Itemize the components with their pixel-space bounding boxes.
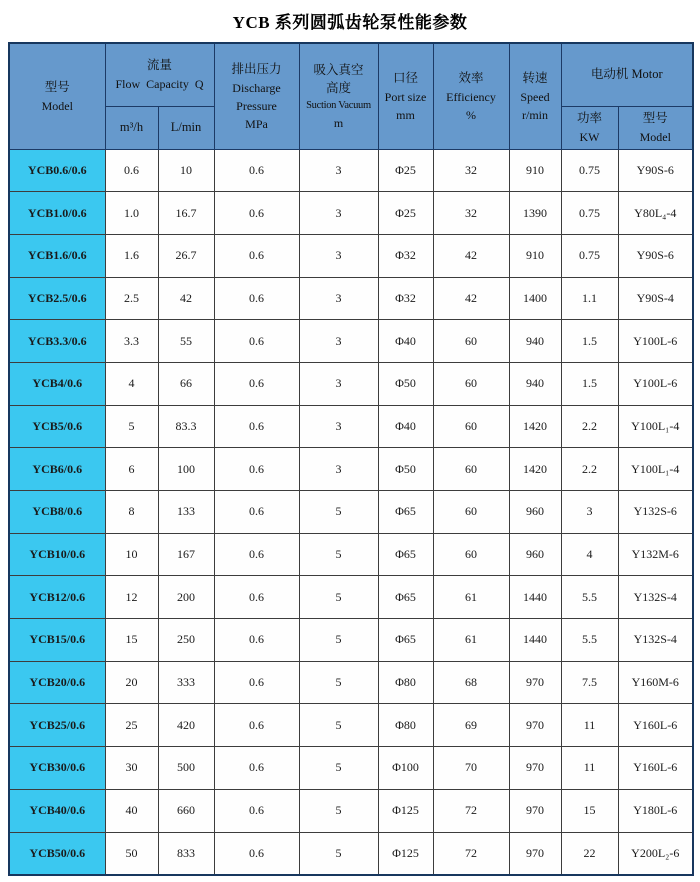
- table-row: [9, 533, 693, 576]
- suction-vacuum-cell: 5: [299, 576, 378, 619]
- motor-power-cell: 2.2: [561, 448, 618, 491]
- flow-lmin-cell: 167: [158, 533, 214, 576]
- discharge-pressure-cell: 0.6: [214, 491, 299, 534]
- motor-power-cell: 5.5: [561, 619, 618, 662]
- flow-lmin-cell: 10: [158, 149, 214, 192]
- efficiency-cell: 68: [433, 661, 509, 704]
- efficiency-cell: 32: [433, 192, 509, 235]
- flow-m3h-cell: 25: [105, 704, 158, 747]
- port-size-cell: Φ80: [378, 661, 433, 704]
- pump-model-cell: YCB4/0.6: [9, 362, 105, 405]
- discharge-pressure-cell: 0.6: [214, 704, 299, 747]
- table-row: [9, 405, 693, 448]
- table-row: [9, 149, 693, 192]
- flow-lmin-cell: 333: [158, 661, 214, 704]
- motor-model-cell: Y90S-6: [618, 234, 693, 277]
- efficiency-cell: 32: [433, 149, 509, 192]
- col-header-discharge-zh: 排出压力: [231, 61, 282, 76]
- col-header-flow-m3h: [105, 106, 158, 149]
- suction-vacuum-cell: 3: [299, 149, 378, 192]
- efficiency-cell: 72: [433, 789, 509, 832]
- discharge-pressure-cell: 0.6: [214, 661, 299, 704]
- speed-cell: 940: [509, 362, 561, 405]
- table-row: [9, 448, 693, 491]
- col-header-suction-en: Suction Vacuum: [306, 100, 371, 112]
- col-header-discharge-en2: Pressure: [236, 98, 277, 113]
- port-size-cell: Φ25: [378, 192, 433, 235]
- pump-model-cell: YCB12/0.6: [9, 576, 105, 619]
- port-size-cell: Φ125: [378, 832, 433, 875]
- pump-model-cell: YCB5/0.6: [9, 405, 105, 448]
- flow-m3h-cell: 10: [105, 533, 158, 576]
- motor-power-zh: 功率: [576, 111, 602, 126]
- col-header-flow-en: Flow Capacity Q: [115, 77, 204, 92]
- col-header-motor-power: [561, 106, 618, 149]
- suction-vacuum-cell: 5: [299, 747, 378, 790]
- motor-power-cell: 1.5: [561, 362, 618, 405]
- pump-model-cell: YCB3.3/0.6: [9, 320, 105, 363]
- efficiency-cell: 60: [433, 533, 509, 576]
- speed-cell: 910: [509, 149, 561, 192]
- table-body: [9, 149, 693, 875]
- motor-power-cell: 5.5: [561, 576, 618, 619]
- motor-power-cell: 4: [561, 533, 618, 576]
- motor-model-cell: Y200L₂-6: [618, 832, 693, 875]
- flow-m3h-cell: 12: [105, 576, 158, 619]
- speed-cell: 910: [509, 234, 561, 277]
- flow-lmin-cell: 55: [158, 320, 214, 363]
- efficiency-cell: 60: [433, 405, 509, 448]
- table-row: [9, 576, 693, 619]
- col-header-model: [9, 43, 105, 149]
- flow-m3h-cell: 0.6: [105, 149, 158, 192]
- pump-model-cell: YCB2.5/0.6: [9, 277, 105, 320]
- port-size-cell: Φ65: [378, 491, 433, 534]
- col-header-flow: [105, 43, 214, 106]
- col-header-speed: [509, 43, 561, 149]
- flow-lmin-cell: 500: [158, 747, 214, 790]
- col-header-port-zh: 口径: [392, 70, 418, 85]
- efficiency-cell: 60: [433, 448, 509, 491]
- table-row: [9, 491, 693, 534]
- speed-cell: 970: [509, 747, 561, 790]
- motor-model-cell: Y90S-6: [618, 149, 693, 192]
- col-header-efficiency: [433, 43, 509, 149]
- flow-lmin-cell: 66: [158, 362, 214, 405]
- suction-vacuum-cell: 3: [299, 448, 378, 491]
- flow-m3h-cell: 6: [105, 448, 158, 491]
- col-header-model-zh: 型号: [44, 79, 70, 94]
- port-size-cell: Φ65: [378, 576, 433, 619]
- col-header-suction-unit: m: [333, 115, 344, 130]
- speed-cell: 1440: [509, 619, 561, 662]
- discharge-pressure-cell: 0.6: [214, 149, 299, 192]
- flow-lmin-cell: 133: [158, 491, 214, 534]
- efficiency-cell: 60: [433, 362, 509, 405]
- table-row: [9, 320, 693, 363]
- port-size-cell: Φ65: [378, 533, 433, 576]
- pump-model-cell: YCB50/0.6: [9, 832, 105, 875]
- suction-vacuum-cell: 5: [299, 832, 378, 875]
- suction-vacuum-cell: 5: [299, 491, 378, 534]
- suction-vacuum-cell: 5: [299, 661, 378, 704]
- discharge-pressure-cell: 0.6: [214, 448, 299, 491]
- discharge-pressure-cell: 0.6: [214, 576, 299, 619]
- table-row: [9, 661, 693, 704]
- motor-power-cell: 2.2: [561, 405, 618, 448]
- speed-cell: 970: [509, 661, 561, 704]
- page-title: YCB 系列圆弧齿轮泵性能参数: [232, 13, 468, 32]
- suction-vacuum-cell: 3: [299, 192, 378, 235]
- efficiency-cell: 42: [433, 234, 509, 277]
- motor-power-cell: 0.75: [561, 192, 618, 235]
- col-header-speed-unit: r/min: [522, 107, 548, 122]
- pump-model-cell: YCB30/0.6: [9, 747, 105, 790]
- table-row: [9, 362, 693, 405]
- suction-vacuum-cell: 5: [299, 704, 378, 747]
- efficiency-cell: 60: [433, 491, 509, 534]
- col-header-motor: [561, 43, 693, 106]
- col-header-port-unit: mm: [396, 107, 415, 122]
- flow-lmin-cell: 42: [158, 277, 214, 320]
- col-header-motor-zh: 电动机 Motor: [590, 67, 663, 82]
- discharge-pressure-cell: 0.6: [214, 320, 299, 363]
- flow-m3h-cell: 50: [105, 832, 158, 875]
- speed-cell: 1420: [509, 405, 561, 448]
- port-size-cell: Φ50: [378, 448, 433, 491]
- flow-m3h-cell: 30: [105, 747, 158, 790]
- flow-lmin-cell: 660: [158, 789, 214, 832]
- efficiency-cell: 60: [433, 320, 509, 363]
- suction-vacuum-cell: 3: [299, 405, 378, 448]
- discharge-pressure-cell: 0.6: [214, 192, 299, 235]
- motor-model-cell: Y160L-6: [618, 747, 693, 790]
- col-header-port-size: [378, 43, 433, 149]
- discharge-pressure-cell: 0.6: [214, 234, 299, 277]
- flow-lmin-cell: 833: [158, 832, 214, 875]
- port-size-cell: Φ65: [378, 619, 433, 662]
- pump-model-cell: YCB20/0.6: [9, 661, 105, 704]
- pump-model-cell: YCB40/0.6: [9, 789, 105, 832]
- col-header-model-en: Model: [41, 98, 73, 113]
- speed-cell: 970: [509, 789, 561, 832]
- col-header-motor-model: [618, 106, 693, 149]
- discharge-pressure-cell: 0.6: [214, 747, 299, 790]
- col-header-speed-en: Speed: [520, 89, 550, 104]
- port-size-cell: Φ32: [378, 277, 433, 320]
- motor-model-zh: 型号: [642, 111, 668, 126]
- port-size-cell: Φ50: [378, 362, 433, 405]
- speed-cell: 970: [509, 832, 561, 875]
- suction-vacuum-cell: 3: [299, 277, 378, 320]
- flow-lmin-cell: 100: [158, 448, 214, 491]
- discharge-pressure-cell: 0.6: [214, 789, 299, 832]
- flow-lmin-cell: 16.7: [158, 192, 214, 235]
- discharge-pressure-cell: 0.6: [214, 533, 299, 576]
- flow-m3h-cell: 8: [105, 491, 158, 534]
- pump-model-cell: YCB0.6/0.6: [9, 149, 105, 192]
- suction-vacuum-cell: 5: [299, 619, 378, 662]
- port-size-cell: Φ40: [378, 320, 433, 363]
- efficiency-cell: 70: [433, 747, 509, 790]
- motor-model-cell: Y180L-6: [618, 789, 693, 832]
- flow-m3h-cell: 40: [105, 789, 158, 832]
- table-row: [9, 789, 693, 832]
- motor-model-cell: Y132S-4: [618, 576, 693, 619]
- speed-cell: 940: [509, 320, 561, 363]
- motor-model-cell: Y132M-6: [618, 533, 693, 576]
- efficiency-cell: 61: [433, 576, 509, 619]
- table-row: [9, 234, 693, 277]
- motor-model-cell: Y100L₁-4: [618, 448, 693, 491]
- discharge-pressure-cell: 0.6: [214, 277, 299, 320]
- speed-cell: 1420: [509, 448, 561, 491]
- flow-m3h-cell: 15: [105, 619, 158, 662]
- motor-power-cell: 3: [561, 491, 618, 534]
- table-row: [9, 619, 693, 662]
- flow-lmin-cell: 420: [158, 704, 214, 747]
- port-size-cell: Φ125: [378, 789, 433, 832]
- col-header-suction-zh1: 吸入真空: [313, 62, 364, 77]
- speed-cell: 960: [509, 533, 561, 576]
- col-header-flow-lmin: [158, 106, 214, 149]
- table-row: [9, 747, 693, 790]
- col-header-port-en: Port size: [384, 89, 427, 104]
- motor-power-unit: KW: [579, 129, 600, 144]
- flow-lmin-cell: 26.7: [158, 234, 214, 277]
- flow-m3h-cell: 2.5: [105, 277, 158, 320]
- col-header-discharge-unit: MPa: [245, 116, 268, 131]
- speed-cell: 1390: [509, 192, 561, 235]
- col-header-flow-zh: 流量: [146, 58, 172, 73]
- motor-power-cell: 0.75: [561, 149, 618, 192]
- motor-model-cell: Y80L₄-4: [618, 192, 693, 235]
- port-size-cell: Φ25: [378, 149, 433, 192]
- efficiency-cell: 72: [433, 832, 509, 875]
- flow-m3h-cell: 20: [105, 661, 158, 704]
- speed-cell: 960: [509, 491, 561, 534]
- pump-model-cell: YCB10/0.6: [9, 533, 105, 576]
- flow-m3h-cell: 3.3: [105, 320, 158, 363]
- discharge-pressure-cell: 0.6: [214, 405, 299, 448]
- motor-model-cell: Y132S-6: [618, 491, 693, 534]
- flow-lmin-label: L/min: [170, 120, 202, 135]
- pump-model-cell: YCB1.0/0.6: [9, 192, 105, 235]
- flow-m3h-label: m³/h: [119, 120, 144, 135]
- pump-model-cell: YCB25/0.6: [9, 704, 105, 747]
- efficiency-cell: 69: [433, 704, 509, 747]
- col-header-efficiency-zh: 效率: [458, 70, 484, 85]
- discharge-pressure-cell: 0.6: [214, 619, 299, 662]
- motor-model-en: Model: [639, 129, 671, 144]
- port-size-cell: Φ32: [378, 234, 433, 277]
- motor-power-cell: 11: [561, 704, 618, 747]
- pump-model-cell: YCB6/0.6: [9, 448, 105, 491]
- motor-model-cell: Y160L-6: [618, 704, 693, 747]
- motor-model-cell: Y90S-4: [618, 277, 693, 320]
- pump-model-cell: YCB15/0.6: [9, 619, 105, 662]
- port-size-cell: Φ40: [378, 405, 433, 448]
- suction-vacuum-cell: 3: [299, 362, 378, 405]
- pump-model-cell: YCB8/0.6: [9, 491, 105, 534]
- speed-cell: 1440: [509, 576, 561, 619]
- discharge-pressure-cell: 0.6: [214, 832, 299, 875]
- speed-cell: 970: [509, 704, 561, 747]
- table-row: [9, 832, 693, 875]
- efficiency-cell: 61: [433, 619, 509, 662]
- col-header-suction-vacuum: [299, 43, 378, 149]
- flow-m3h-cell: 1.6: [105, 234, 158, 277]
- table-header: [9, 43, 693, 149]
- col-header-discharge-pressure: [214, 43, 299, 149]
- discharge-pressure-cell: 0.6: [214, 362, 299, 405]
- motor-power-cell: 1.1: [561, 277, 618, 320]
- motor-power-cell: 7.5: [561, 661, 618, 704]
- suction-vacuum-cell: 3: [299, 320, 378, 363]
- pump-spec-table: [8, 42, 694, 876]
- table-row: [9, 704, 693, 747]
- motor-power-cell: 15: [561, 789, 618, 832]
- motor-power-cell: 22: [561, 832, 618, 875]
- table-row: [9, 277, 693, 320]
- motor-power-cell: 11: [561, 747, 618, 790]
- efficiency-cell: 42: [433, 277, 509, 320]
- pump-model-cell: YCB1.6/0.6: [9, 234, 105, 277]
- port-size-cell: Φ80: [378, 704, 433, 747]
- flow-lmin-cell: 83.3: [158, 405, 214, 448]
- motor-model-cell: Y100L-6: [618, 362, 693, 405]
- port-size-cell: Φ100: [378, 747, 433, 790]
- speed-cell: 1400: [509, 277, 561, 320]
- suction-vacuum-cell: 5: [299, 789, 378, 832]
- motor-model-cell: Y132S-4: [618, 619, 693, 662]
- col-header-speed-zh: 转速: [522, 70, 548, 85]
- suction-vacuum-cell: 3: [299, 234, 378, 277]
- motor-model-cell: Y100L-6: [618, 320, 693, 363]
- motor-power-cell: 0.75: [561, 234, 618, 277]
- table-row: [9, 192, 693, 235]
- suction-vacuum-cell: 5: [299, 533, 378, 576]
- motor-model-cell: Y160M-6: [618, 661, 693, 704]
- flow-m3h-cell: 5: [105, 405, 158, 448]
- flow-m3h-cell: 4: [105, 362, 158, 405]
- motor-power-cell: 1.5: [561, 320, 618, 363]
- motor-model-cell: Y100L₁-4: [618, 405, 693, 448]
- col-header-discharge-en1: Discharge: [232, 80, 281, 95]
- flow-lmin-cell: 250: [158, 619, 214, 662]
- col-header-suction-zh2: 高度: [325, 81, 351, 96]
- col-header-efficiency-en: Efficiency: [446, 89, 496, 104]
- flow-lmin-cell: 200: [158, 576, 214, 619]
- flow-m3h-cell: 1.0: [105, 192, 158, 235]
- col-header-efficiency-unit: %: [466, 107, 476, 122]
